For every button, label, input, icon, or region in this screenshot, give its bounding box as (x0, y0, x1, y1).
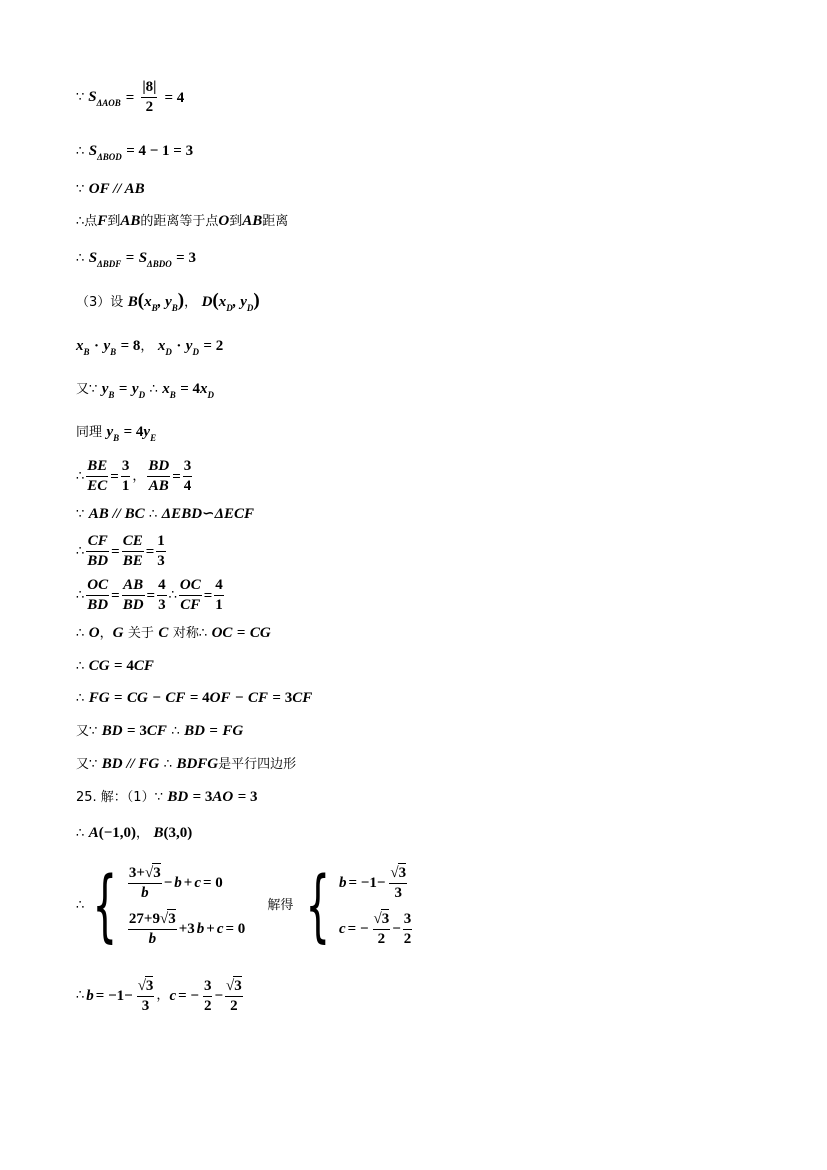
line-12: ∴ $\frac{CF}{BD}$ = $\frac{CE}{BE}$ = $\frac{1}{3}$ (76, 533, 165, 569)
line-19: 25. 解：（1）∵ BD = 3AO = 3 (76, 789, 258, 805)
right-brace-icon: { (305, 861, 331, 951)
line-18: 又∵ BD // FG ∴ BDFG是平行四边形 (76, 756, 297, 772)
line-6: （3）设 $B(x_B$, $y_B$)， $D(x_D$, $y_D$) (76, 290, 260, 313)
line-9: 同理 $y_B = 4y_E$ (76, 424, 157, 443)
line-13: ∴ $\frac{OC}{BD}$ = $\frac{AB}{BD}$ = $\frac{4}{3}$ ∴ $\frac{OC}{CF}$ = $\frac{4}{1}$ (76, 577, 223, 613)
fraction-abs8-over-2: $\frac{|8|}{2}$ (142, 79, 157, 115)
line-21-system: ∴ { $\frac{3+√3}{b}$ − b + c = 0 $\frac{27+9√3}{b}$ +3 b + c = 0 解得 { b = −1− $\frac{√3}{3}$ c = − $\frac{√3}{2}$ − $\frac{3}{2}$ (76, 861, 412, 951)
line-20: ∴ A(−1,0)， B(3,0) (76, 825, 193, 841)
line-10: ∴ $\frac{BE}{EC}$ = $\frac{3}{1}$ ， $\frac{BD}{AB}$ = $\frac{3}{4}$ (76, 458, 192, 494)
line-7: $x_B \cdot y_B = 8$， $x_D \cdot y_D = 2$ (76, 338, 224, 357)
because-symbol: ∵ (76, 89, 85, 105)
line-17: 又∵ BD = 3CF ∴ BD = FG (76, 723, 244, 739)
line-16: ∴ FG = CG − CF = 4OF − CF = 3CF (76, 690, 313, 706)
left-brace-icon: { (92, 861, 118, 951)
line-8: 又∵ $y_B = y_D$ ∴ $x_B = 4x_D$ (76, 381, 215, 400)
line-14: ∴ O，G 关于 C 对称∴ OC = CG (76, 625, 271, 641)
line-22: ∴ b = −1− $\frac{√3}{3}$ ， c = − $\frac{3}{2}$ − $\frac{√3}{2}$ (76, 977, 242, 1014)
line-2: ∴ $S_{\Delta BOD} = 4 - 1 = 3$ (76, 143, 194, 162)
line-1: ∵ $S_{\Delta AOB}$ = $\frac{|8|}{2}$ = 4 (76, 79, 185, 115)
line-5: ∴ $S_{\Delta BDF} = S_{\Delta BDO} = 3$ (76, 250, 196, 269)
line-4: ∴点F到AB的距离等于点O到AB距离 (76, 213, 289, 229)
line-15: ∴ CG = 4CF (76, 658, 154, 674)
line-11: ∵ AB // BC ∴ ΔEBD∽ΔECF (76, 506, 255, 522)
line-3: ∵ OF // AB (76, 181, 145, 197)
